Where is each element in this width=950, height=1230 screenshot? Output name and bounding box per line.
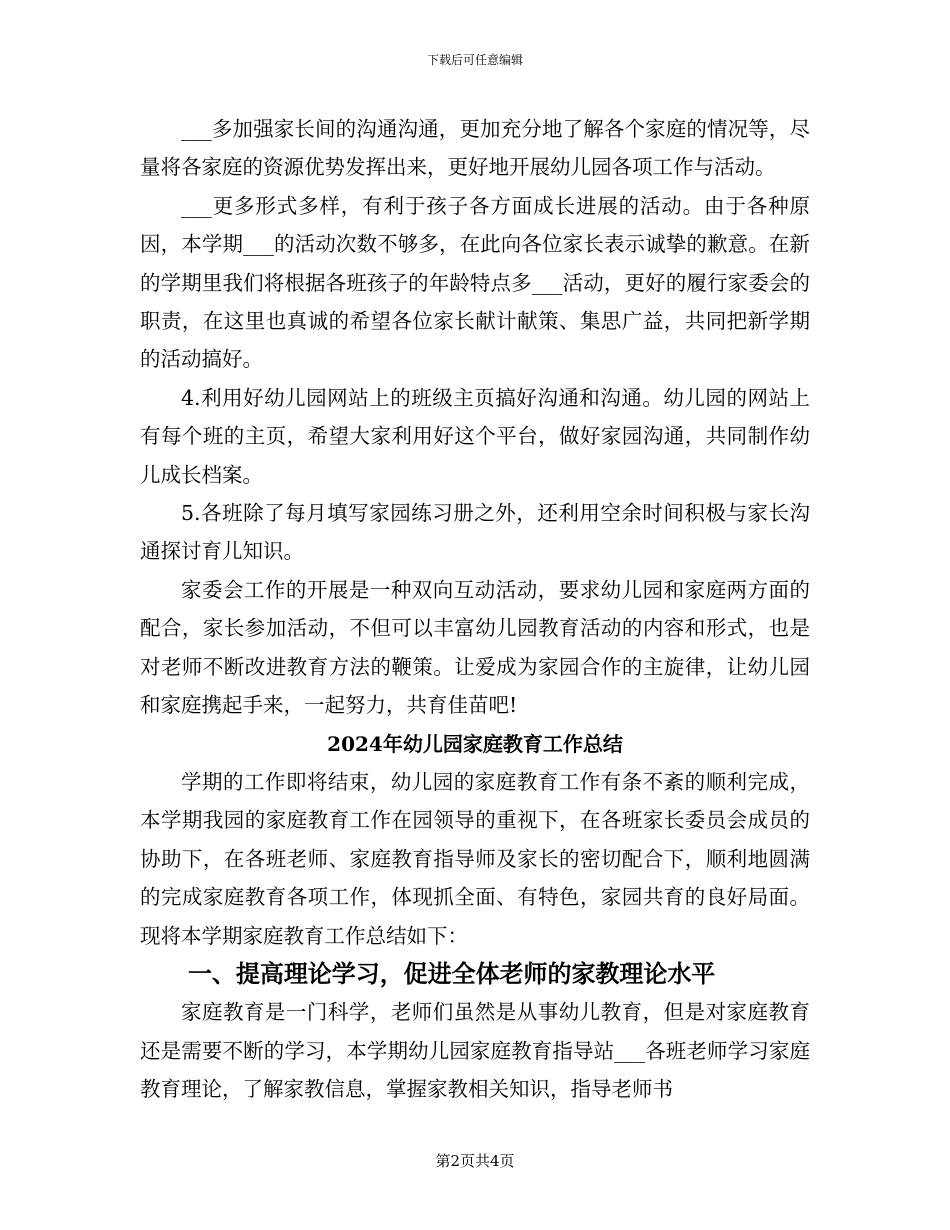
paragraph-parent-communication: ___多加强家长间的沟通沟通，更加充分地了解各个家庭的情况等，尽量将各家庭的资源优势发挥出来，更好地开展幼儿园各项工作与活动。 <box>140 117 810 180</box>
paragraph-conclusion: 家委会工作的开展是一种双向互动活动，要求幼儿园和家庭两方面的配合，家长参加活动，不但可以丰富幼儿园教育活动的内容和形式，也是对老师不断改进教育方法的鞭策。让爱成为家园合作的主旋律，让幼儿园和家庭携起手来，一起努力，共育佳苗吧! <box>140 577 810 718</box>
paragraph-activities: ___更多形式多样，有利于孩子各方面成长进展的活动。由于各种原因，本学期___的活动次数不够多，在此向各位家长表示诚挚的歉意。在新的学期里我们将根据各班孩子的年龄特点多___活动，更好的履行家委会的职责，在这里也真诚的希望各位家长献计献策、集思广益，共同把新学期的活动搞好。 <box>140 193 810 372</box>
paragraph-workbook: 5.各班除了每月填写家园练习册之外，还利用空余时间积极与家长沟通探讨育儿知识。 <box>140 501 810 564</box>
page-number: 第2页共4页 <box>435 1152 515 1170</box>
paragraph-theory: 家庭教育是一门科学，老师们虽然是从事幼儿教育，但是对家庭教育还是需要不断的学习，本学期幼儿园家庭教育指导站___各班老师学习家庭教育理论，了解家教信息，掌握家教相关知识，指导老师书 <box>140 1000 810 1102</box>
document-title: 2024年幼儿园家庭教育工作总结 <box>327 731 623 756</box>
header-note: 下载后可任意编辑 <box>426 53 523 67</box>
paragraph-website: 4.利用好幼儿园网站上的班级主页搞好沟通和沟通。幼儿园的网站上有每个班的主页，希望大家利用好这个平台，做好家园沟通，共同制作幼儿成长档案。 <box>140 385 810 487</box>
document-body <box>140 110 810 1109</box>
section-heading-1: 一、提高理论学习，促进全体老师的家教理论水平 <box>187 958 716 988</box>
paragraph-intro: 学期的工作即将结束，幼儿园的家庭教育工作有条不紊的顺利完成，本学期我园的家庭教育工作在园领导的重视下，在各班家长委员会成员的协助下，在各班老师、家庭教育指导师及家长的密切配合下，顺利地圆满的完成家庭教育各项工作，体现抓全面、有特色，家园共育的良好局面。现将本学期家庭教育工作总结如下： <box>140 769 810 948</box>
